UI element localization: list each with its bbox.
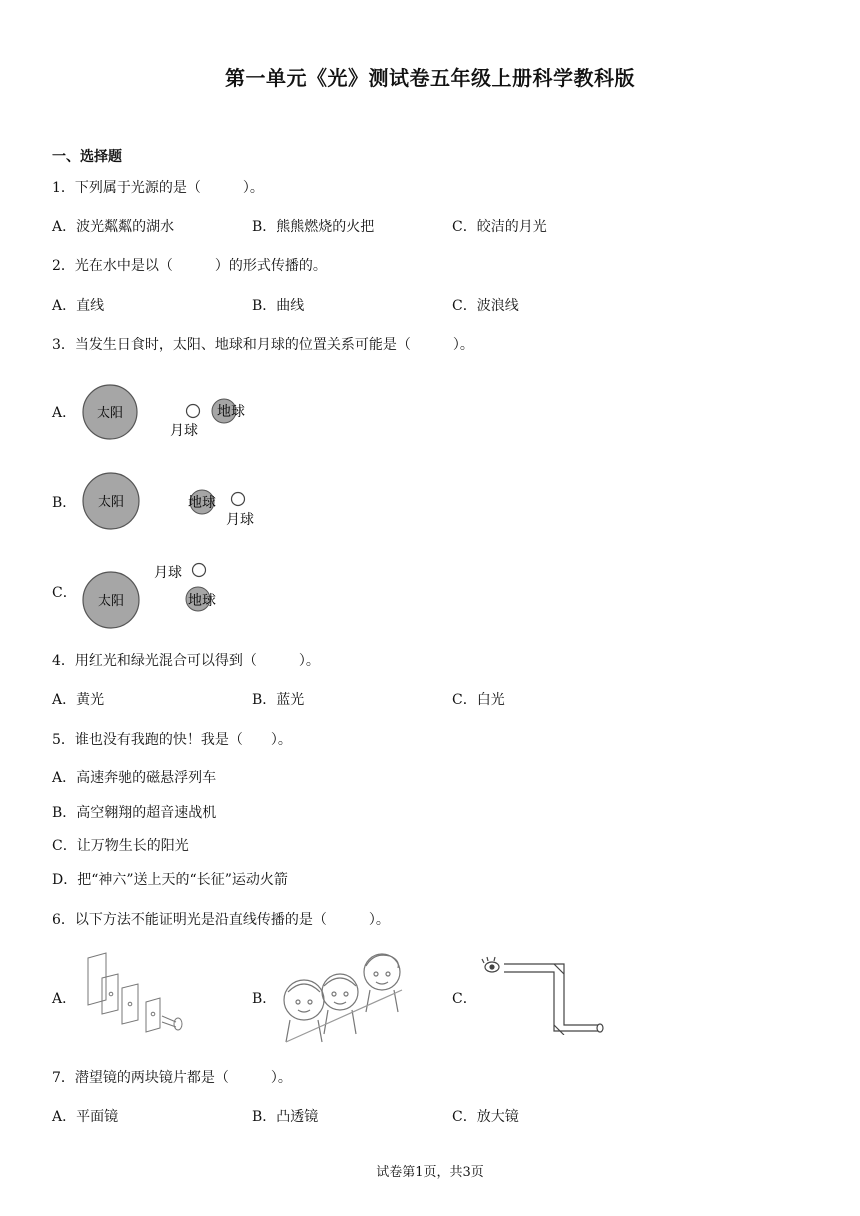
q1-option-c[interactable]: C．皎洁的月光 bbox=[452, 219, 547, 235]
q6-option-c[interactable]: C． bbox=[452, 991, 477, 1007]
q5-option-a[interactable]: A．高速奔驰的磁悬浮列车 bbox=[52, 770, 217, 786]
q6-option-b[interactable]: B． bbox=[252, 991, 277, 1007]
question-7-stem: 7．潜望镜的两块镜片都是（ ）。 bbox=[52, 1070, 292, 1086]
hair bbox=[288, 984, 320, 992]
eye bbox=[386, 972, 390, 976]
q6-option-a[interactable]: A． bbox=[52, 991, 77, 1007]
eye bbox=[296, 1000, 300, 1004]
candle-flame-icon bbox=[597, 1024, 603, 1032]
sun-label: 太阳 bbox=[96, 406, 124, 421]
child-head-icon bbox=[284, 980, 324, 1020]
card-hole bbox=[109, 992, 113, 996]
moon-label: 月球 bbox=[170, 423, 198, 439]
hair bbox=[366, 955, 398, 968]
eye bbox=[344, 992, 348, 996]
moon-icon bbox=[232, 493, 245, 506]
question-4-stem: 4．用红光和绿光混合可以得到（ ）。 bbox=[52, 653, 320, 669]
q4-option-a[interactable]: A．黄光 bbox=[52, 692, 105, 708]
card-4 bbox=[146, 998, 160, 1032]
moon-label: 月球 bbox=[226, 512, 254, 528]
page-title: 第一单元《光》测试卷五年级上册科学教科版 bbox=[225, 66, 635, 90]
tube-outer bbox=[504, 964, 598, 1025]
q3-option-c[interactable]: C． bbox=[52, 585, 77, 601]
card-hole bbox=[151, 1012, 155, 1016]
flashlight-icon bbox=[174, 1018, 182, 1030]
eye bbox=[332, 992, 336, 996]
mouth bbox=[298, 1010, 310, 1012]
q1-option-a[interactable]: A．波光粼粼的湖水 bbox=[52, 219, 175, 235]
question-6-stem: 6．以下方法不能证明光是沿直线传播的是（ ）。 bbox=[52, 912, 390, 928]
card-2 bbox=[102, 974, 118, 1014]
eye bbox=[374, 972, 378, 976]
q3-diagram-b bbox=[78, 471, 278, 535]
question-1-stem: 1．下列属于光源的是（ ）。 bbox=[52, 180, 264, 196]
moon-icon bbox=[193, 564, 206, 577]
card-1 bbox=[88, 953, 106, 1005]
sight-line bbox=[286, 990, 402, 1042]
q1-option-b[interactable]: B．熊熊燃烧的火把 bbox=[252, 219, 375, 235]
q6-diagram-bent-tube bbox=[478, 955, 608, 1035]
eye bbox=[308, 1000, 312, 1004]
q3-diagram-a bbox=[78, 383, 258, 443]
q5-option-d[interactable]: D．把“神六”送上天的“长征”运动火箭 bbox=[52, 872, 288, 888]
question-3-stem: 3．当发生日食时，太阳、地球和月球的位置关系可能是（ ）。 bbox=[52, 337, 474, 353]
hair bbox=[324, 978, 356, 986]
q2-option-b[interactable]: B．曲线 bbox=[252, 298, 305, 314]
q6-diagram-cards-flashlight bbox=[78, 950, 198, 1036]
moon-icon bbox=[187, 405, 200, 418]
bend-mark bbox=[554, 964, 564, 974]
body bbox=[286, 1020, 322, 1042]
pupil bbox=[490, 965, 494, 969]
earth-label: 地球 bbox=[188, 495, 216, 511]
q6-diagram-children-queue bbox=[278, 950, 408, 1046]
moon-label: 月球 bbox=[154, 565, 182, 581]
q3-diagram-c bbox=[78, 557, 238, 633]
q4-option-c[interactable]: C．白光 bbox=[452, 692, 505, 708]
question-2-stem: 2．光在水中是以（ ）的形式传播的。 bbox=[52, 258, 327, 274]
q2-option-c[interactable]: C．波浪线 bbox=[452, 298, 519, 314]
mouth bbox=[376, 982, 388, 984]
card-hole bbox=[128, 1002, 132, 1006]
mouth bbox=[334, 1002, 346, 1004]
q3-option-a[interactable]: A． bbox=[52, 405, 77, 421]
sun-label: 太阳 bbox=[97, 495, 125, 510]
q5-option-b[interactable]: B．高空翱翔的超音速战机 bbox=[52, 805, 217, 821]
q2-option-a[interactable]: A．直线 bbox=[52, 298, 105, 314]
question-5-stem: 5．谁也没有我跑的快！我是（ ）。 bbox=[52, 732, 292, 748]
q4-option-b[interactable]: B．蓝光 bbox=[252, 692, 305, 708]
tube-inner bbox=[504, 972, 598, 1031]
earth-label: 地球 bbox=[188, 593, 216, 609]
q3-option-b[interactable]: B． bbox=[52, 495, 77, 511]
q7-option-c[interactable]: C．放大镜 bbox=[452, 1109, 519, 1125]
q5-option-c[interactable]: C．让万物生长的阳光 bbox=[52, 838, 189, 854]
q7-option-b[interactable]: B．凸透镜 bbox=[252, 1109, 319, 1125]
page-footer: 试卷第1页，共3页 bbox=[376, 1165, 484, 1180]
bend-mark bbox=[554, 1025, 564, 1035]
earth-label: 地球 bbox=[217, 404, 245, 420]
sun-label: 太阳 bbox=[97, 594, 125, 609]
section-heading: 一、选择题 bbox=[52, 149, 122, 165]
card-3 bbox=[122, 984, 138, 1024]
body bbox=[324, 1010, 356, 1034]
q7-option-a[interactable]: A．平面镜 bbox=[52, 1109, 119, 1125]
